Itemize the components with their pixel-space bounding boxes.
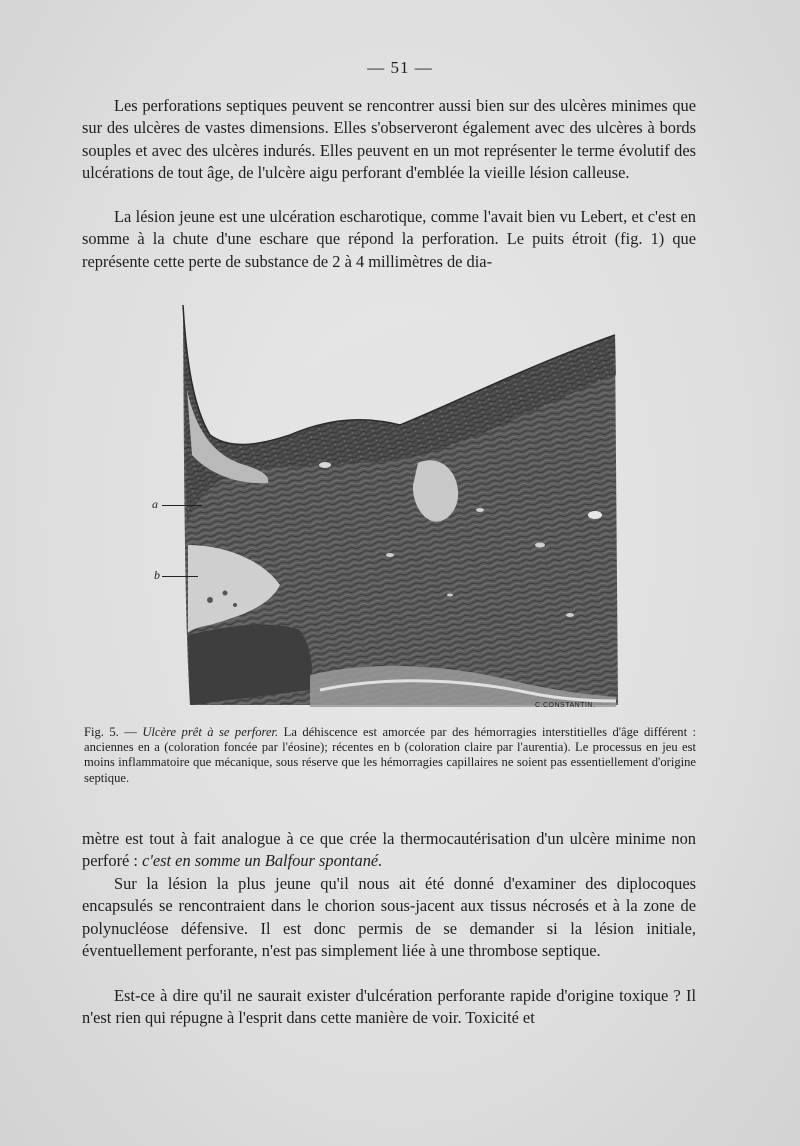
caption-title: Ulcère prêt à se perforer.: [142, 725, 279, 739]
paragraph-3-text: mètre est tout à fait analogue à ce que crée la thermocautérisation d'un ulcère minime non perforé :: [82, 829, 696, 871]
paragraph-1: [82, 95, 696, 184]
paragraph-5: [82, 985, 696, 1030]
paragraph-4-text: Sur la lésion la plus jeune qu'il nous ait été donné d'examiner des diplocoques encapsulés se rencontraient dans le chorion sous-jacent aux tissus nécrosés et à la zone de polynucléose défensive. Il est donc permis de se demander si la lésion initiale, éventuellement perforante, n'est pas simplement liée à une thrombose septique.: [82, 874, 696, 960]
paragraph-2: [82, 206, 696, 273]
vessel: [447, 594, 453, 597]
paragraph-1-text: Les perforations septiques peuvent se rencontrer aussi bien sur des ulcères minimes que sur des ulcères de vastes dimensions. Elles s'observeront également avec des ulcères à bords souples et avec des ulcères indurés. Elles peuvent en un mot représenter le terme évolutif des ulcérations de tout âge, de l'ulcère aigu perforant d'emblée la vieille lésion calleuse.: [82, 96, 696, 182]
figure-label-b: b: [154, 568, 160, 582]
paragraph-2-text: La lésion jeune est une ulcération escharotique, comme l'avait bien vu Lebert, et c'est en somme à la chute d'une eschare que répond la perforation. Le puits étroit (fig. 1) que représente cette perte de substance de 2 à 4 millimètres de dia-: [82, 207, 696, 271]
figure-label-a: a: [152, 497, 158, 511]
caption-text: La déhiscence est amorcée par des hémorragies interstitielles d'âge différent : anciennes en a (coloration foncée par l'éosine); récentes en b (coloration claire par l'aurentia). Le processus en jeu est moins inflammatoire que mécanique, sous réserve que les hémorragies capillaires ne soient pas essentiellement d'origine septique.: [84, 725, 697, 785]
paragraph-3-emphasis: c'est en somme un Balfour spontané.: [142, 851, 383, 871]
vessel: [566, 613, 574, 617]
figure-pointer-b: [162, 576, 198, 577]
figure-caption: [84, 725, 696, 786]
paragraph-5-text: Est-ce à dire qu'il ne saurait exister d'ulcération perforante rapide d'origine toxique ? Il n'est rien qui répugne à l'esprit dans cette manière de voir. Toxicité et: [82, 986, 696, 1028]
paragraph-4: [82, 873, 696, 962]
paragraph-3: [82, 828, 696, 873]
caption-lead: Fig. 5. —: [84, 725, 143, 739]
vessel: [386, 553, 394, 557]
histology-figure: [150, 295, 630, 715]
cell-cluster: [207, 597, 213, 603]
figure-pointer-a: [162, 505, 202, 506]
cell-cluster: [223, 591, 228, 596]
histology-image: [150, 295, 630, 715]
page-number: — 51 —: [367, 58, 433, 77]
cell-cluster: [233, 603, 237, 607]
figure-signature: C.CONSTANTIN.: [535, 702, 596, 709]
vessel: [476, 508, 484, 512]
vessel: [535, 543, 545, 548]
vessel: [319, 462, 331, 468]
vessel: [588, 511, 602, 519]
